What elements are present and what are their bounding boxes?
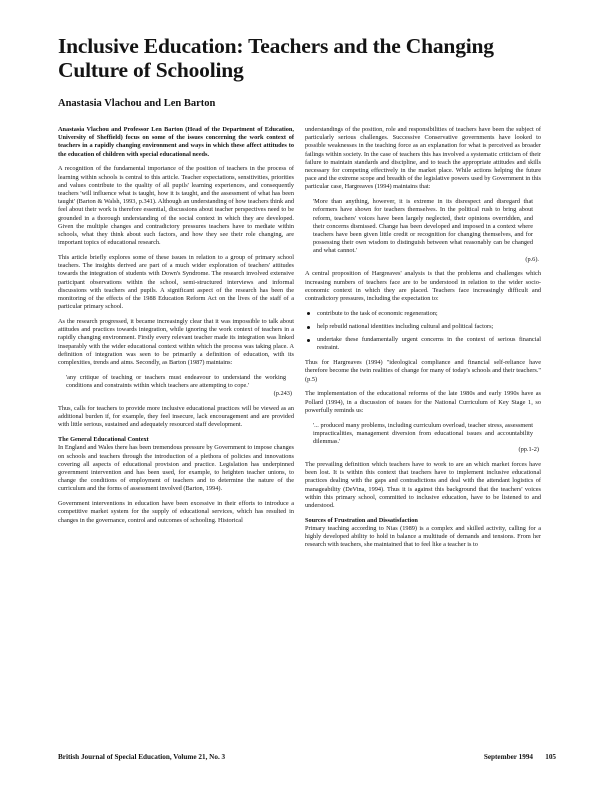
block-quote	[305, 198, 541, 264]
abstract: Anastasia Vlachou and Professor Len Barton (Head of the Department of Education, University of Sheffield) focus on some of the issues concerning the work context of teachers in a rapidly changing environment and ways in which these affect attitudes to the education of children with special educational needs.	[58, 126, 294, 158]
list-item: contribute to the task of economic regeneration;	[305, 310, 541, 318]
quote-text: 'More than anything, however, it is extreme in its disrespect and disregard that reformers have shown for teachers themselves. In the political rush to bring about reform, teachers' voices have been largely neglected, their opinions overridden, and their concerns dismissed. Change has been developed and imposed in a context where teachers have been given little credit or recognition for changing themselves, and for possessing their own wisdom to distinguish between what reasonably can be changed and what cannot.'	[313, 198, 533, 255]
paragraph: Government interventions in education have been excessive in their efforts to introduce a competitive market system for the supply of educational services, which has resulted in changes in the governance, control and outcomes of schooling. Historical	[58, 500, 294, 524]
list-item: undertake these fundamentally urgent concerns in the context of serious financial restraint.	[305, 336, 541, 352]
page-footer	[58, 752, 556, 764]
paragraph: This article briefly explores some of these issues in relation to a group of primary school teachers. The insights derived are part of a much wider exploration of teachers' attitudes towards the integration of students with Down's Syndrome. The research involved extensive participant observations within the school, semi-structured interviews and informal discussions with teachers and pupils. A significant aspect of the research has been the monitoring of the effects of the 1988 Education Reform Act on the lives of the staff of a particular primary school.	[58, 254, 294, 311]
list-item: help rebuild national identities including cultural and political factors;	[305, 323, 541, 331]
block-quote	[305, 422, 541, 455]
section-heading: The General Educational Context	[58, 436, 149, 444]
right-column	[305, 126, 541, 750]
journal-name: British Journal of Special Education, Volume 21, No. 3	[58, 753, 226, 761]
bullet-list	[305, 310, 541, 353]
paragraph: Primary teaching according to Nias (1989) is a complex and skilled activity, calling for a highly developed ability to hold in balance a multitude of demands and tensions. From her research with teachers, she maintained that to feel like a teacher is to	[305, 525, 541, 549]
paragraph: In England and Wales there has been tremendous pressure by Government to impose changes on schools and teachers through the introduction of a plethora of policies and innovations covering all aspects of educational provision and practice. Legislation has underpinned government intervention and has been used, for example, to heighten teacher unions, to change the conditions of employment of teachers and to determine the nature of the curriculum and the forms of assessment involved (Barton, 1994).	[58, 444, 294, 493]
paragraph: A recognition of the fundamental importance of the position of teachers in the process of learning within schools is central to this article. Teacher expectations, sensitivities, priorities and values contribute to the quality of all pupils' learning experiences, and consequently teachers 'will influence what is taught, how it is taught, and the assessment of what has been taught' (Barton & Walsh, 1993, p.341). Although an understanding of how teachers think and feel about their work is therefore essential, discussions about teacher perspectives need to be grounded in a thorough understanding of the social context in which they are developed. Given the multiple changes and contradictory pressures teachers have to mediate within schools, what they think about such factors, and how they see their role changing, are important topics of educational research.	[58, 165, 294, 247]
quote-citation: (p.6).	[525, 255, 539, 263]
quote-citation: (p.243)	[273, 390, 292, 398]
paragraph: The prevailing definition which teachers have to work to are an which market forces have been lost. It is within this context that teachers have to implement inclusive educational practices dealing with the gaps and contradictions and deal with the attendant logistics of manageability (DeVina, 1994). Thus it is against this background that the teachers' voices within this primary school, committed to inclusive education, have to be listened to and understood.	[305, 461, 541, 510]
paragraph: understandings of the position, role and responsibilities of teachers have been the subject of particularly serious challenges. Successive Conservative governments have looked to possible weaknesses in the teaching force as an explanation for what is perceived as broader failings within society. In the case of teachers this has involved a systematic criticism of their failure to maintain standards and discipline, and to teach the appropriate attitudes and skills necessary for competing effectively in the market place. While actions helping the future pace and the extreme scope and breadth of the legislative powers used by Government in this particular case, Hargreaves (1994) maintains that:	[305, 126, 541, 191]
left-column	[58, 126, 294, 750]
paragraph: Thus, calls for teachers to provide more inclusive educational practices will be viewed as an additional burden if, for example, they feel insecure, lack encouragement and are provided with little serious, sustained and adequately resourced staff development.	[58, 405, 294, 429]
paragraph: A central proposition of Hargreaves' analysis is that the problems and challenges which increasing numbers of teachers face are to be understood in relation to the wider socio-economic context in which they are placed. Teachers face increasingly difficult and contradictory pressures, including the expectation to:	[305, 270, 541, 303]
issue-date: September 1994	[483, 753, 534, 761]
block-quote	[58, 374, 294, 399]
quote-text: '... produced many problems, including curriculum overload, teacher stress, assessment impracticalities, management diversion from educational issues and accountability dilemmas.'	[313, 421, 533, 446]
paragraph: The implementation of the educational reforms of the late 1980s and early 1990s have as Pollard (1994), in a discussion of issues for the National Curriculum of Key Stage 1, so powerfully reminds us:	[305, 390, 541, 414]
quote-text: 'any critique of teaching or teachers must endeavour to understand the working conditions and constraints within which teachers are attempting to cope.'	[66, 373, 286, 390]
quote-citation: (pp.1-2)	[518, 446, 539, 454]
paragraph: Thus for Hargreaves (1994) "ideological compliance and financial self-reliance have therefore become the twin realities of change for many of today's schools and their teachers." (p.5)	[305, 359, 541, 383]
article-authors: Anastasia Vlachou and Len Barton	[58, 98, 216, 109]
paragraph: As the research progressed, it became increasingly clear that it was impossible to talk about attitudes and practices towards integration, while ignoring the work context of teachers in a rapidly changing environment. Firstly every relevant teacher made its integration was linked inseparably with the wider educational context within which the process was taking place. A definition of integration was seen to be primarily a definition of education, with its complexities, trends and aims. Secondly, as Barton (1987) maintains:	[58, 318, 294, 367]
article-title: Inclusive Education: Teachers and the Changing Culture of Schooling	[58, 34, 494, 82]
page-number: 105	[545, 753, 556, 761]
section-heading: Sources of Frustration and Dissatisfaction	[305, 516, 418, 524]
